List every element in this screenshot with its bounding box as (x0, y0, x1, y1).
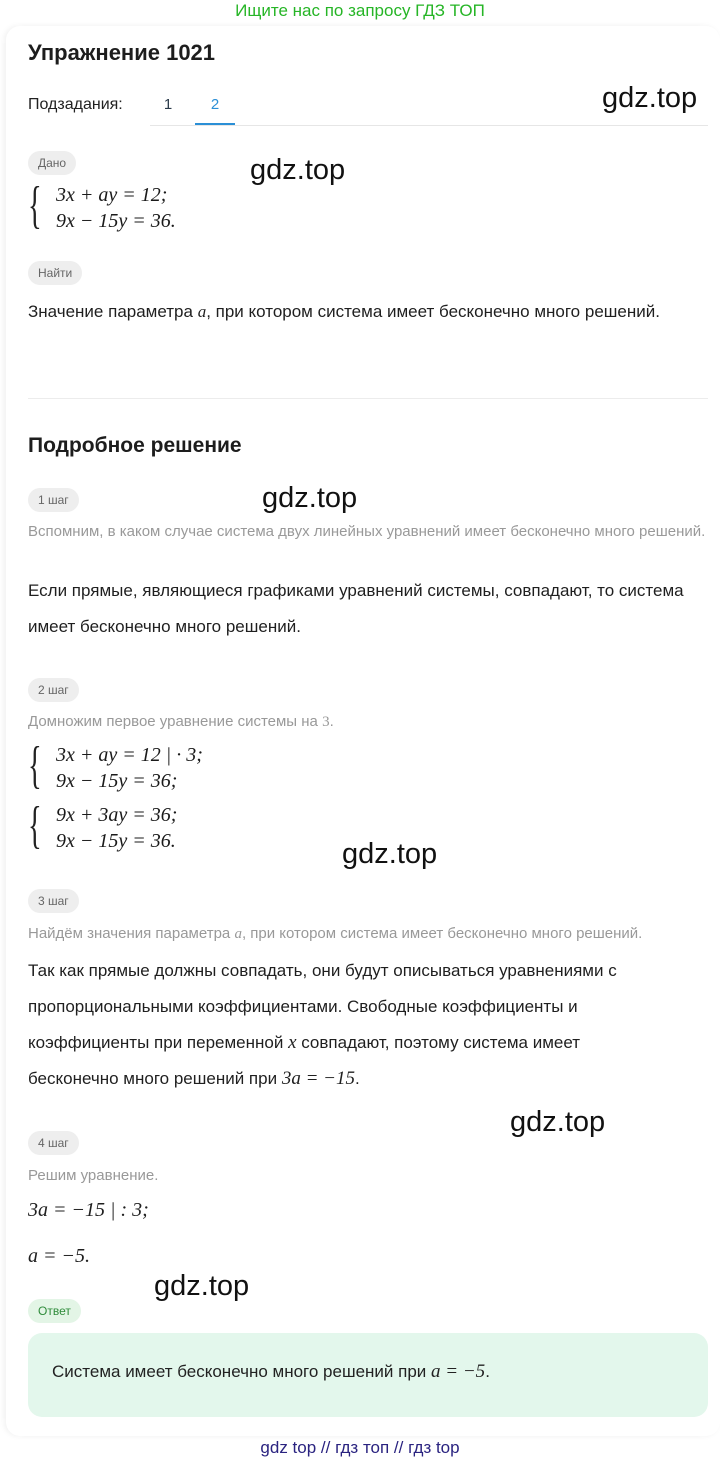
watermark: gdz.top (262, 482, 358, 514)
equation: 3a = −15 | : 3; (28, 1199, 149, 1221)
step-badge: 4 шаг (28, 1131, 79, 1155)
top-banner[interactable]: Ищите нас по запросу ГДЗ ТОП (235, 1, 485, 20)
equation: a = −5. (28, 1245, 90, 1267)
section-divider (28, 398, 708, 399)
equation: 9x + 3ay = 36; (56, 804, 178, 826)
equation: 9x − 15y = 36. (56, 210, 176, 232)
step-hint: Домножим первое уравнение системы на 3. (28, 713, 334, 730)
answer-text: Система имеет бесконечно много решений при a = −5. (52, 1361, 490, 1382)
watermark: gdz.top (154, 1270, 250, 1302)
given-badge: Дано (28, 151, 76, 175)
system-brace: { (28, 177, 42, 234)
step-badge: 3 шаг (28, 889, 79, 913)
step-hint: Вспомним, в каком случае система двух линейных уравнений имеет бесконечно много решений. (28, 523, 706, 540)
watermark: gdz.top (250, 154, 346, 186)
watermark: gdz.top (342, 838, 438, 870)
find-badge: Найти (28, 261, 82, 285)
step-badge: 1 шаг (28, 488, 79, 512)
answer-box (28, 1333, 708, 1417)
equation: 3x + ay = 12 | · 3; (56, 744, 203, 766)
step-text: Если прямые, являющиеся графиками уравнений системы, совпадают, то система имеет бесконечно много решений. (28, 581, 684, 636)
footer-links[interactable]: gdz top // гдз топ // гдз top (260, 1438, 460, 1457)
step-text-line: бесконечно много решений при 3a = −15. (28, 1068, 360, 1089)
tab-subtask-1[interactable]: 1 (163, 96, 173, 113)
step-hint: Найдём значения параметра a, при котором система имеет бесконечно много решений. (28, 925, 643, 942)
answer-badge: Ответ (28, 1299, 81, 1323)
step-hint: Решим уравнение. (28, 1167, 159, 1184)
solution-title: Подробное решение (28, 434, 242, 457)
step-text-line: коэффициенты при переменной x совпадают, поэтому система имеет (28, 1032, 581, 1053)
system-brace: { (28, 737, 42, 794)
tab-subtask-2[interactable]: 2 (210, 96, 220, 113)
equation: 9x − 15y = 36. (56, 830, 176, 852)
step-text-line: пропорциональными коэффициентами. Свободные коэффициенты и (28, 997, 578, 1016)
equation: 9x − 15y = 36; (56, 770, 178, 792)
equation: 3x + ay = 12; (56, 184, 168, 206)
watermark: gdz.top (602, 82, 698, 114)
exercise-title: Упражнение 1021 (28, 40, 216, 65)
step-badge: 2 шаг (28, 678, 79, 702)
tabs-divider (150, 125, 708, 126)
find-text: Значение параметра a, при котором система имеет бесконечно много решений. (28, 302, 660, 321)
subtasks-label: Подзадания: (28, 96, 123, 113)
step-text-line: Так как прямые должны совпадать, они будут описываться уравнениями с (28, 961, 617, 980)
active-tab-indicator (195, 123, 235, 125)
system-brace: { (28, 797, 42, 854)
watermark: gdz.top (510, 1106, 606, 1138)
